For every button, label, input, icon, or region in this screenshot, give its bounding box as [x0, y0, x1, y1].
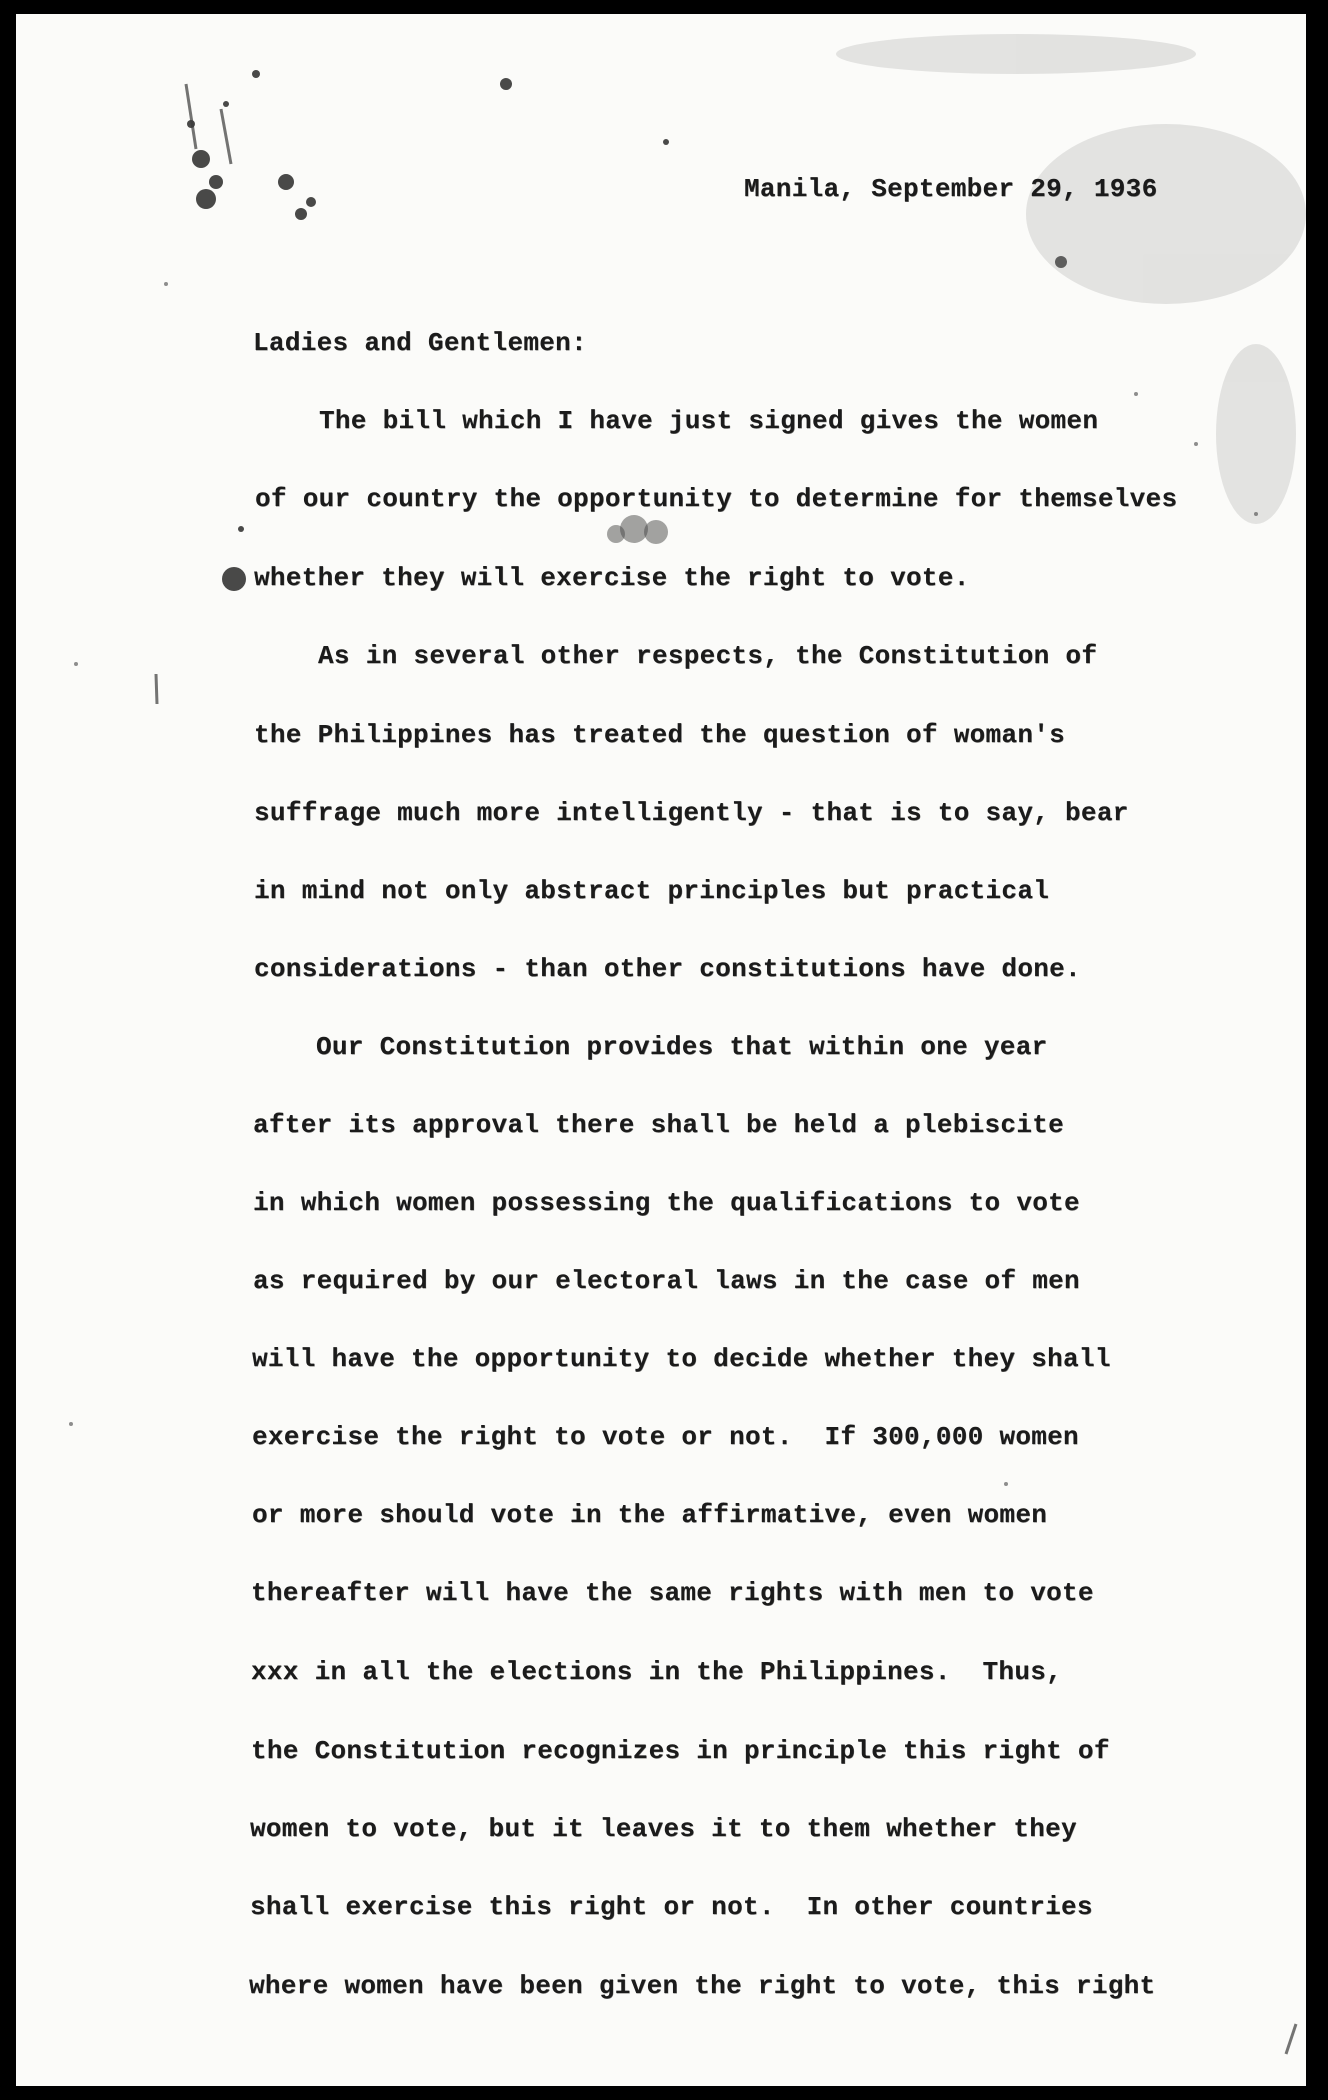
body-line: will have the opportunity to decide whether they shall: [252, 1344, 1111, 1374]
body-line: exercise the right to vote or not. If 300,000 women: [252, 1422, 1079, 1452]
body-line: xxx in all the elections in the Philippines. Thus,: [251, 1657, 1063, 1687]
body-line: in which women possessing the qualifications to vote: [253, 1188, 1080, 1218]
body-line: of our country the opportunity to determine for themselves: [255, 484, 1178, 514]
body-line: the Philippines has treated the question of woman's: [254, 720, 1066, 750]
body-line: As in several other respects, the Constitution of: [318, 641, 1098, 671]
body-line: suffrage much more intelligently - that is to say, bear: [254, 798, 1129, 828]
body-line: shall exercise this right or not. In other countries: [250, 1892, 1093, 1922]
body-line: The bill which I have just signed gives the women: [319, 406, 1099, 436]
body-line: after its approval there shall be held a plebiscite: [253, 1110, 1065, 1140]
body-line: considerations - than other constitutions have done.: [254, 954, 1081, 984]
body-line: as required by our electoral laws in the case of men: [253, 1266, 1080, 1296]
body-line: the Constitution recognizes in principle this right of: [251, 1736, 1110, 1766]
body-line: where women have been given the right to vote, this right: [249, 1971, 1156, 2001]
document-page: [16, 14, 1306, 2086]
salutation: Ladies and Gentlemen:: [253, 328, 587, 358]
body-line: or more should vote in the affirmative, even women: [252, 1500, 1048, 1530]
body-line: Our Constitution provides that within one year: [316, 1032, 1048, 1062]
body-line: thereafter will have the same rights with men to vote: [251, 1578, 1094, 1608]
body-line: whether they will exercise the right to vote.: [254, 563, 970, 593]
body-line: in mind not only abstract principles but practical: [254, 876, 1050, 906]
dateline: Manila, September 29, 1936: [744, 174, 1158, 204]
body-line: women to vote, but it leaves it to them whether they: [250, 1814, 1077, 1844]
